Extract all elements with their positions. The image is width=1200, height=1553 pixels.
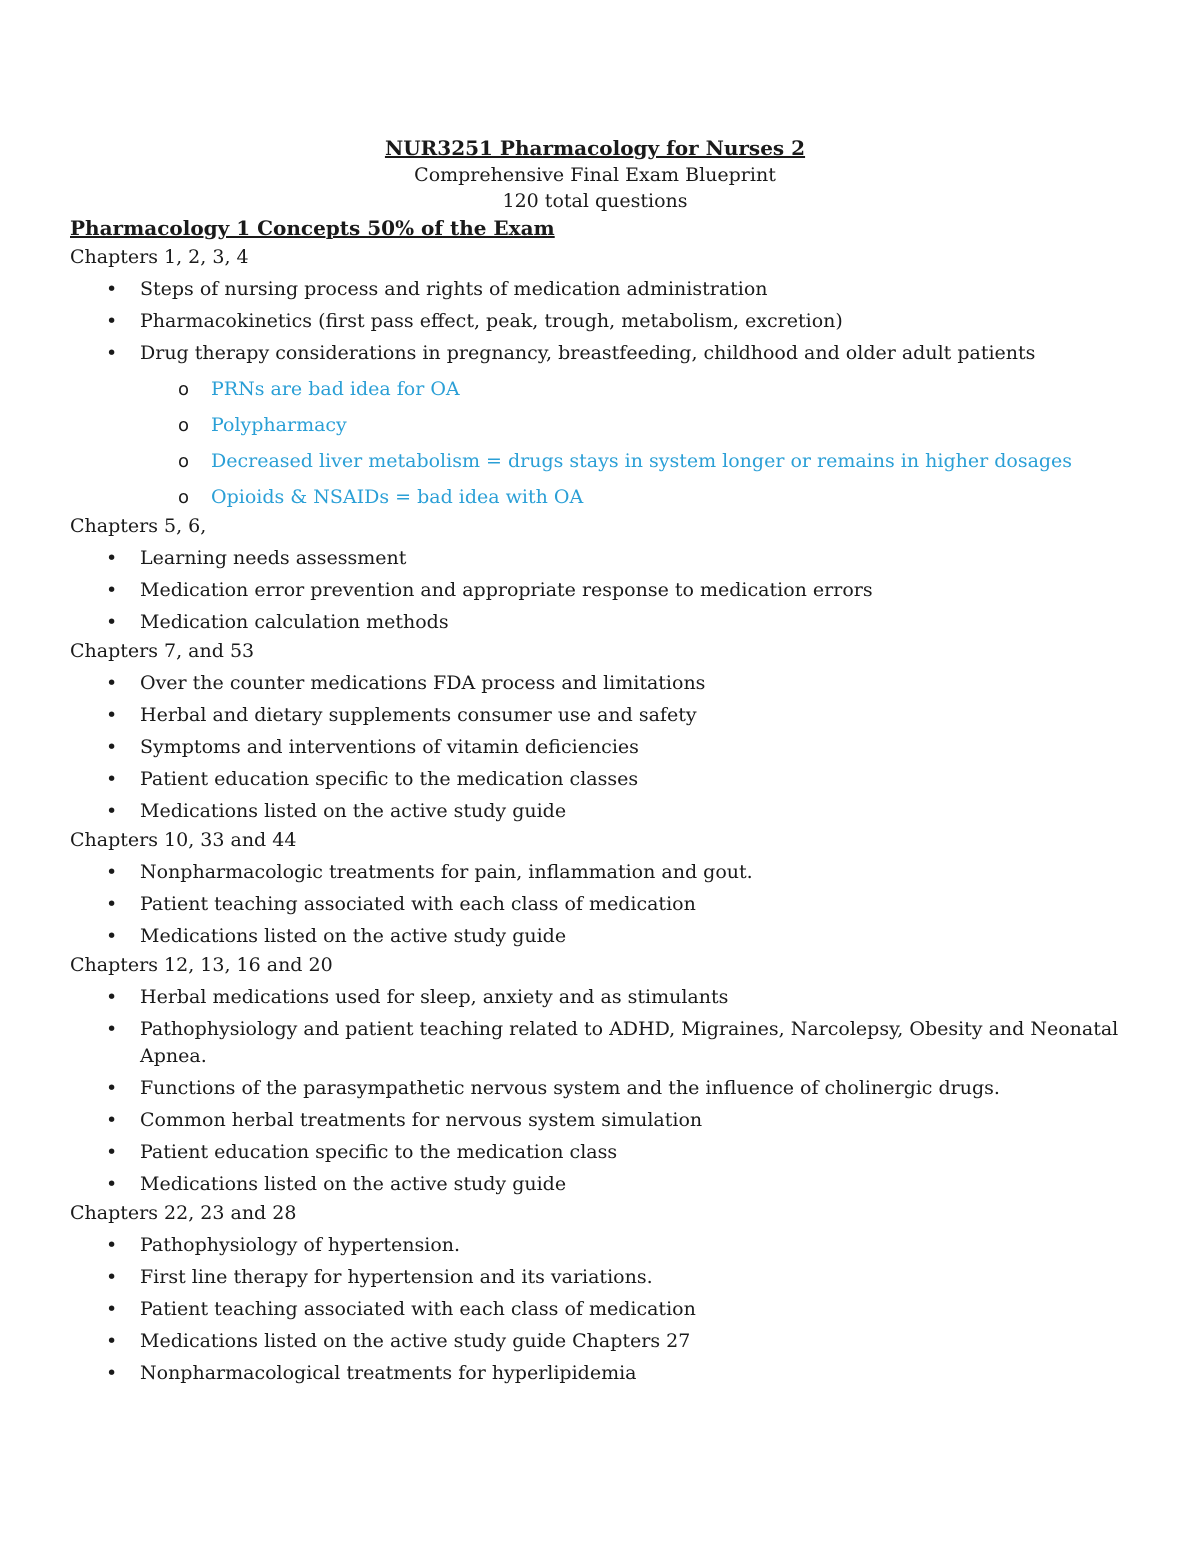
bullet-icon: •: [106, 704, 118, 726]
list-item: [70, 1171, 1120, 1198]
bullet-icon: •: [106, 672, 118, 694]
bullet-icon: •: [106, 1173, 118, 1195]
list-item: [70, 609, 1120, 636]
list-item-text: Medication error prevention and appropriate response to medication errors: [140, 579, 873, 601]
list-item: [70, 734, 1120, 761]
note-text: Decreased liver metabolism = drugs stays in system longer or remains in higher dosages: [211, 450, 1073, 472]
list-item-text: Nonpharmacologic treatments for pain, inflammation and gout.: [140, 861, 753, 883]
list-item: [70, 923, 1120, 950]
bullet-icon: •: [106, 1266, 118, 1288]
list-item-text: Medications listed on the active study guide: [140, 1173, 567, 1195]
note-item: [70, 412, 1120, 439]
total-questions: 120 total questions: [502, 190, 688, 212]
note-text: PRNs are bad idea for OA: [211, 378, 460, 400]
bullet-icon: •: [106, 1141, 118, 1163]
list-item-text: Nonpharmacological treatments for hyperlipidemia: [140, 1362, 637, 1384]
bullet-icon: •: [106, 800, 118, 822]
note-text: Opioids & NSAIDs = bad idea with OA: [211, 486, 584, 508]
list-item: [70, 1139, 1120, 1166]
list-item-text: Learning needs assessment: [140, 547, 407, 569]
list-item-text: First line therapy for hypertension and its variations.: [140, 1266, 653, 1288]
list-item: [70, 1075, 1120, 1102]
sub-bullet-icon: o: [178, 379, 190, 400]
list-item: [70, 577, 1120, 604]
chapter-heading: Chapters 1, 2, 3, 4: [70, 246, 249, 268]
bullet-icon: •: [106, 547, 118, 569]
chapter-heading: Chapters 7, and 53: [70, 640, 255, 662]
note-list: [70, 376, 1120, 511]
list-item-text: Medications listed on the active study guide Chapters 27: [140, 1330, 691, 1352]
bullet-icon: •: [106, 1018, 118, 1040]
sub-bullet-icon: o: [178, 451, 190, 472]
list-item-text: Patient education specific to the medication classes: [140, 768, 639, 790]
list-item-text: Common herbal treatments for nervous system simulation: [140, 1109, 703, 1131]
bullet-icon: •: [106, 861, 118, 883]
sub-bullet-icon: o: [178, 487, 190, 508]
list-item: [70, 1360, 1120, 1387]
bullet-icon: •: [106, 579, 118, 601]
list-item-text: Steps of nursing process and rights of medication administration: [140, 278, 768, 300]
bullet-icon: •: [106, 925, 118, 947]
topic-list: [70, 545, 1120, 636]
bullet-icon: •: [106, 611, 118, 633]
chapter-heading: Chapters 10, 33 and 44: [70, 829, 297, 851]
note-item: [70, 484, 1120, 511]
list-item-text: Herbal and dietary supplements consumer use and safety: [140, 704, 697, 726]
bullet-icon: •: [106, 1298, 118, 1320]
section-heading: Pharmacology 1 Concepts 50% of the Exam: [70, 216, 555, 240]
bullet-icon: •: [106, 1234, 118, 1256]
list-item: [70, 1328, 1120, 1355]
list-item: [70, 670, 1120, 697]
list-item-text: Medications listed on the active study guide: [140, 800, 567, 822]
chapter-group: [70, 244, 1120, 511]
list-item: [70, 702, 1120, 729]
bullet-icon: •: [106, 342, 118, 364]
bullet-icon: •: [106, 986, 118, 1008]
list-item-text: Patient education specific to the medication class: [140, 1141, 618, 1163]
list-item-text: Over the counter medications FDA process and limitations: [140, 672, 706, 694]
list-item: [70, 1107, 1120, 1134]
list-item: [70, 545, 1120, 572]
topic-list: [70, 1232, 1120, 1387]
list-item: [70, 276, 1120, 303]
document-header: [70, 134, 1120, 214]
bullet-icon: •: [106, 893, 118, 915]
list-item-text: Symptoms and interventions of vitamin deficiencies: [140, 736, 639, 758]
document-title: NUR3251 Pharmacology for Nurses 2: [384, 136, 806, 160]
list-item-text: Patient teaching associated with each class of medication: [140, 1298, 696, 1320]
list-item: [70, 766, 1120, 793]
note-item: [70, 376, 1120, 403]
list-item-text: Pharmacokinetics (first pass effect, peak, trough, metabolism, excretion): [140, 310, 843, 332]
topic-list: [70, 984, 1120, 1198]
document-subtitle: Comprehensive Final Exam Blueprint: [414, 164, 776, 186]
note-item: [70, 448, 1120, 475]
list-item: [70, 1264, 1120, 1291]
list-item-text: Herbal medications used for sleep, anxiety and as stimulants: [140, 986, 729, 1008]
chapter-group: [70, 952, 1120, 1198]
topic-list: [70, 670, 1120, 825]
list-item: [70, 340, 1120, 367]
chapter-group: [70, 1200, 1120, 1387]
list-item: [70, 984, 1120, 1011]
list-item: [70, 798, 1120, 825]
list-item-text: Pathophysiology and patient teaching related to ADHD, Migraines, Narcolepsy, Obesity and Neonatal Apnea.: [140, 1018, 1119, 1067]
chapter-heading: Chapters 5, 6,: [70, 515, 207, 537]
list-item-text: Medication calculation methods: [140, 611, 449, 633]
chapter-groups: [70, 244, 1120, 1387]
list-item-text: Patient teaching associated with each class of medication: [140, 893, 696, 915]
bullet-icon: •: [106, 1109, 118, 1131]
list-item-text: Medications listed on the active study guide: [140, 925, 567, 947]
bullet-icon: •: [106, 278, 118, 300]
bullet-icon: •: [106, 310, 118, 332]
chapter-group: [70, 638, 1120, 825]
list-item-text: Drug therapy considerations in pregnancy, breastfeeding, childhood and older adult patients: [140, 342, 1036, 364]
bullet-icon: •: [106, 1362, 118, 1384]
topic-list: [70, 276, 1120, 367]
note-text: Polypharmacy: [211, 414, 347, 436]
chapter-heading: Chapters 12, 13, 16 and 20: [70, 954, 333, 976]
bullet-icon: •: [106, 736, 118, 758]
list-item-text: Pathophysiology of hypertension.: [140, 1234, 461, 1256]
list-item: [70, 1232, 1120, 1259]
list-item: [70, 1296, 1120, 1323]
bullet-icon: •: [106, 1077, 118, 1099]
topic-list: [70, 859, 1120, 950]
list-item: [70, 1016, 1120, 1070]
list-item-text: Functions of the parasympathetic nervous system and the influence of cholinergic drugs.: [140, 1077, 1000, 1099]
list-item: [70, 859, 1120, 886]
list-item: [70, 891, 1120, 918]
sub-bullet-icon: o: [178, 415, 190, 436]
list-item: [70, 308, 1120, 335]
chapter-group: [70, 827, 1120, 950]
bullet-icon: •: [106, 1330, 118, 1352]
chapter-group: [70, 513, 1120, 636]
bullet-icon: •: [106, 768, 118, 790]
chapter-heading: Chapters 22, 23 and 28: [70, 1202, 297, 1224]
